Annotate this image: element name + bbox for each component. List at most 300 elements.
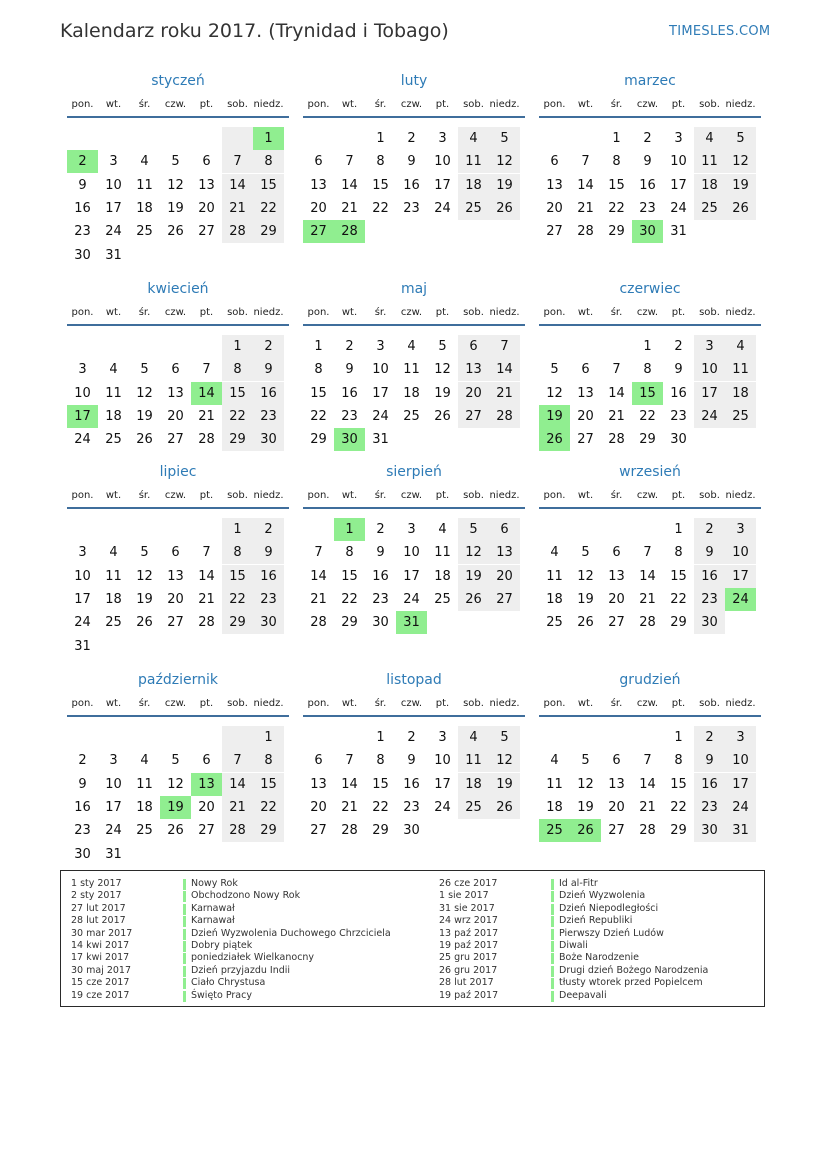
weekday-header: niedz. <box>725 490 756 501</box>
day-cell: 11 <box>136 776 153 792</box>
holiday-name: Obchodzono Nowy Rok <box>191 890 301 902</box>
holiday-date: 14 kwi 2017 <box>71 940 130 951</box>
holiday-day: 1 <box>253 127 284 150</box>
day-cell: 23 <box>253 405 284 428</box>
day-cell: 17 <box>372 385 389 401</box>
day-cell: 24 <box>74 432 91 448</box>
day-cell: 27 <box>608 823 625 839</box>
day-cell: 21 <box>639 799 656 815</box>
day-cell: 25 <box>105 615 122 631</box>
day-cell: 16 <box>694 565 725 588</box>
day-cell: 9 <box>407 753 416 769</box>
day-cell: 16 <box>74 799 91 815</box>
day-cell: 24 <box>372 408 389 424</box>
month-name: październik <box>138 672 218 688</box>
weekday-header: wt. <box>341 307 358 318</box>
holiday-name: Święto Pracy <box>191 989 252 1001</box>
day-cell: 5 <box>550 362 559 378</box>
day-cell: 17 <box>694 382 725 405</box>
day-cell: 31 <box>372 432 389 448</box>
day-cell: 24 <box>670 200 687 216</box>
weekday-header: śr. <box>138 307 151 318</box>
holiday-day: 24 <box>725 588 756 611</box>
day-cell: 18 <box>546 799 563 815</box>
holiday-date: 30 mar 2017 <box>71 927 133 939</box>
header-rule <box>539 324 761 326</box>
holiday-name: tłusty wtorek przed Popielcem <box>559 977 703 989</box>
weekday-header: pon. <box>71 698 94 709</box>
day-cell: 25 <box>458 197 489 220</box>
day-cell: 14 <box>222 773 253 796</box>
holiday-marker <box>551 941 554 952</box>
day-cell: 15 <box>222 382 253 405</box>
holiday-day: 19 <box>539 405 570 428</box>
day-cell: 22 <box>670 799 687 815</box>
day-cell: 20 <box>489 565 520 588</box>
day-cell: 5 <box>171 753 180 769</box>
day-cell: 20 <box>608 591 625 607</box>
day-cell: 22 <box>341 591 358 607</box>
day-cell: 25 <box>458 796 489 819</box>
holiday-date: 25 gru 2017 <box>439 952 498 964</box>
day-cell: 13 <box>310 177 327 193</box>
holiday-day: 14 <box>191 382 222 405</box>
day-cell: 5 <box>489 127 520 150</box>
day-cell: 7 <box>345 154 354 170</box>
day-cell: 2 <box>694 726 725 749</box>
day-cell: 1 <box>222 518 253 541</box>
holiday-name: Id al-Fitr <box>559 878 598 889</box>
holiday-date: 26 cze 2017 <box>439 878 498 889</box>
weekday-header: śr. <box>138 490 151 501</box>
weekday-header: niedz. <box>489 698 520 709</box>
day-cell: 1 <box>222 335 253 358</box>
day-cell: 6 <box>202 154 211 170</box>
day-cell: 23 <box>372 591 389 607</box>
day-cell: 13 <box>167 568 184 584</box>
weekday-header: pon. <box>307 490 330 501</box>
day-cell: 14 <box>577 177 594 193</box>
weekday-header: wt. <box>577 99 594 110</box>
day-cell: 25 <box>725 405 756 428</box>
day-cell: 14 <box>489 358 520 381</box>
day-cell: 14 <box>198 568 215 584</box>
day-cell: 11 <box>546 776 563 792</box>
day-cell: 18 <box>458 174 489 197</box>
day-cell: 8 <box>253 150 284 173</box>
day-cell: 13 <box>198 177 215 193</box>
day-cell: 4 <box>458 127 489 150</box>
weekday-header: niedz. <box>489 490 520 501</box>
day-cell: 3 <box>109 753 118 769</box>
day-cell: 6 <box>171 362 180 378</box>
holiday-name: Boże Narodzenie <box>559 952 639 964</box>
day-cell: 7 <box>314 545 323 561</box>
weekday-header: pt. <box>671 698 686 709</box>
weekday-header: sob. <box>463 698 484 709</box>
day-cell: 13 <box>608 568 625 584</box>
day-cell: 12 <box>458 541 489 564</box>
holiday-day: 13 <box>191 773 222 796</box>
day-cell: 25 <box>136 823 153 839</box>
day-cell: 8 <box>222 358 253 381</box>
holiday-marker <box>551 953 554 964</box>
day-cell: 28 <box>489 405 520 428</box>
day-cell: 5 <box>489 726 520 749</box>
day-cell: 27 <box>167 615 184 631</box>
day-cell: 22 <box>608 200 625 216</box>
day-cell: 4 <box>550 545 559 561</box>
holiday-marker <box>551 929 554 940</box>
holiday-date: 19 cze 2017 <box>71 989 130 1001</box>
day-cell: 31 <box>74 638 91 654</box>
weekday-header: sob. <box>463 307 484 318</box>
site-link[interactable]: TIMESLES.COM <box>669 24 771 39</box>
day-cell: 10 <box>434 753 451 769</box>
day-cell: 25 <box>546 615 563 631</box>
day-cell: 27 <box>198 224 215 240</box>
day-cell: 14 <box>341 177 358 193</box>
day-cell: 12 <box>434 362 451 378</box>
holiday-name: Dzień Wyzwolenia <box>559 890 646 902</box>
weekday-header: czw. <box>400 99 423 110</box>
weekday-header: niedz. <box>253 490 284 501</box>
header-rule <box>303 507 525 509</box>
day-cell: 22 <box>253 197 284 220</box>
weekday-header: śr. <box>610 307 623 318</box>
weekday-header: pon. <box>71 99 94 110</box>
holiday-name: Dzień Niepodległości <box>559 902 659 914</box>
weekday-header: niedz. <box>489 307 520 318</box>
weekday-header: niedz. <box>253 307 284 318</box>
day-cell: 26 <box>458 588 489 611</box>
day-cell: 24 <box>434 200 451 216</box>
day-cell: 2 <box>376 522 385 537</box>
day-cell: 12 <box>167 776 184 792</box>
day-cell: 22 <box>639 408 656 424</box>
holiday-date: 2 sty 2017 <box>71 890 122 902</box>
day-cell: 7 <box>643 753 652 769</box>
day-cell: 22 <box>670 591 687 607</box>
day-cell: 7 <box>202 545 211 561</box>
day-cell: 2 <box>694 518 725 541</box>
holiday-marker <box>183 891 186 902</box>
day-cell: 7 <box>581 154 590 170</box>
day-cell: 16 <box>639 177 656 193</box>
day-cell: 1 <box>674 522 683 537</box>
day-cell: 25 <box>136 224 153 240</box>
holiday-date: 30 maj 2017 <box>71 964 132 976</box>
weekday-header: pon. <box>71 307 94 318</box>
holiday-marker <box>183 978 186 989</box>
day-cell: 18 <box>725 382 756 405</box>
holiday-name: Ciało Chrystusa <box>191 977 266 989</box>
day-cell: 9 <box>694 541 725 564</box>
day-cell: 8 <box>643 362 652 378</box>
day-cell: 18 <box>458 773 489 796</box>
day-cell: 26 <box>136 432 153 448</box>
day-cell: 10 <box>725 749 756 772</box>
header-rule <box>67 715 289 717</box>
day-cell: 19 <box>577 591 594 607</box>
header-rule <box>303 324 525 326</box>
day-cell: 30 <box>253 428 284 451</box>
day-cell: 18 <box>136 799 153 815</box>
day-cell: 30 <box>372 615 389 631</box>
day-cell: 22 <box>310 408 327 424</box>
day-cell: 17 <box>434 776 451 792</box>
day-cell: 6 <box>458 335 489 358</box>
holiday-date: 1 sie 2017 <box>439 890 489 902</box>
day-cell: 9 <box>78 177 87 193</box>
weekday-header: czw. <box>636 307 659 318</box>
day-cell: 16 <box>372 568 389 584</box>
weekday-header: wt. <box>105 99 122 110</box>
header-rule <box>539 715 761 717</box>
day-cell: 29 <box>253 220 284 243</box>
day-cell: 2 <box>407 131 416 146</box>
day-cell: 28 <box>222 819 253 842</box>
day-cell: 23 <box>341 408 358 424</box>
day-cell: 6 <box>550 154 559 170</box>
weekday-header: wt. <box>577 698 594 709</box>
day-cell: 11 <box>403 362 420 378</box>
day-cell: 6 <box>612 545 621 561</box>
day-cell: 20 <box>198 799 215 815</box>
weekday-header: czw. <box>400 307 423 318</box>
holiday-date: 31 sie 2017 <box>439 902 495 914</box>
day-cell: 5 <box>581 545 590 561</box>
day-cell: 24 <box>725 796 756 819</box>
day-cell: 3 <box>725 726 756 749</box>
day-cell: 20 <box>167 408 184 424</box>
weekday-header: sob. <box>463 99 484 110</box>
weekday-header: sob. <box>699 307 720 318</box>
weekday-header: pt. <box>199 99 214 110</box>
holiday-date: 24 wrz 2017 <box>439 915 498 927</box>
weekday-header: wt. <box>341 698 358 709</box>
day-cell: 28 <box>639 615 656 631</box>
day-cell: 2 <box>253 518 284 541</box>
weekday-header: śr. <box>374 307 387 318</box>
day-cell: 12 <box>577 568 594 584</box>
day-cell: 7 <box>202 362 211 378</box>
day-cell: 10 <box>434 154 451 170</box>
day-cell: 29 <box>670 615 687 631</box>
weekday-header: pon. <box>307 99 330 110</box>
day-cell: 20 <box>198 200 215 216</box>
weekday-header: śr. <box>610 490 623 501</box>
weekday-header: sob. <box>227 698 248 709</box>
holiday-marker <box>183 966 186 977</box>
holiday-legend <box>60 870 765 1007</box>
holiday-name: Dobry piątek <box>191 940 253 951</box>
weekday-header: pon. <box>543 307 566 318</box>
holiday-name: Dzień Wyzwolenia Duchowego Chrzciciela <box>191 927 391 939</box>
day-cell: 20 <box>310 200 327 216</box>
day-cell: 12 <box>136 568 153 584</box>
day-cell: 10 <box>74 568 91 584</box>
day-cell: 7 <box>222 150 253 173</box>
weekday-header: śr. <box>610 99 623 110</box>
day-cell: 5 <box>140 362 149 378</box>
holiday-marker <box>551 916 554 927</box>
weekday-header: czw. <box>164 99 187 110</box>
weekday-header: sob. <box>699 698 720 709</box>
day-cell: 2 <box>78 753 87 769</box>
day-cell: 28 <box>222 220 253 243</box>
weekday-header: niedz. <box>725 698 756 709</box>
holiday-marker <box>183 904 186 915</box>
holiday-name: Nowy Rok <box>191 878 238 889</box>
weekday-header: czw. <box>164 307 187 318</box>
day-cell: 10 <box>372 362 389 378</box>
day-cell: 20 <box>546 200 563 216</box>
day-cell: 14 <box>341 776 358 792</box>
day-cell: 4 <box>407 339 416 354</box>
weekday-header: wt. <box>105 490 122 501</box>
day-cell: 15 <box>253 773 284 796</box>
day-cell: 19 <box>577 799 594 815</box>
day-cell: 30 <box>403 823 420 839</box>
day-cell: 5 <box>140 545 149 561</box>
day-cell: 30 <box>253 611 284 634</box>
day-cell: 11 <box>458 150 489 173</box>
weekday-header: wt. <box>105 307 122 318</box>
day-cell: 28 <box>608 432 625 448</box>
holiday-marker <box>551 891 554 902</box>
day-cell: 4 <box>458 726 489 749</box>
holiday-date: 26 gru 2017 <box>439 964 498 976</box>
day-cell: 4 <box>140 753 149 769</box>
weekday-header: sob. <box>227 490 248 501</box>
holiday-date: 27 lut 2017 <box>71 902 126 914</box>
day-cell: 8 <box>674 545 683 561</box>
day-cell: 27 <box>489 588 520 611</box>
day-cell: 9 <box>407 154 416 170</box>
day-cell: 3 <box>407 522 416 537</box>
day-cell: 8 <box>314 362 323 378</box>
day-cell: 28 <box>639 823 656 839</box>
day-cell: 10 <box>403 545 420 561</box>
day-cell: 23 <box>403 799 420 815</box>
day-cell: 18 <box>136 200 153 216</box>
day-cell: 17 <box>403 568 420 584</box>
day-cell: 26 <box>725 197 756 220</box>
day-cell: 25 <box>434 591 451 607</box>
weekday-header: czw. <box>164 698 187 709</box>
day-cell: 6 <box>612 753 621 769</box>
day-cell: 14 <box>639 568 656 584</box>
day-cell: 13 <box>608 776 625 792</box>
holiday-day: 19 <box>160 796 191 819</box>
holiday-day: 2 <box>67 150 98 173</box>
month-name: maj <box>400 281 428 297</box>
day-cell: 31 <box>725 819 756 842</box>
holiday-marker <box>551 879 554 890</box>
holiday-day: 31 <box>396 611 427 634</box>
day-cell: 4 <box>550 753 559 769</box>
day-cell: 23 <box>639 200 656 216</box>
day-cell: 7 <box>489 335 520 358</box>
day-cell: 21 <box>310 591 327 607</box>
day-cell: 17 <box>434 177 451 193</box>
weekday-header: pt. <box>435 307 450 318</box>
day-cell: 19 <box>136 408 153 424</box>
weekday-header: czw. <box>636 99 659 110</box>
day-cell: 15 <box>670 568 687 584</box>
day-cell: 9 <box>345 362 354 378</box>
day-cell: 28 <box>341 823 358 839</box>
day-cell: 26 <box>136 615 153 631</box>
day-cell: 11 <box>458 749 489 772</box>
day-cell: 1 <box>376 730 385 745</box>
day-cell: 9 <box>376 545 385 561</box>
day-cell: 4 <box>109 545 118 561</box>
day-cell: 24 <box>105 224 122 240</box>
weekday-header: pt. <box>435 490 450 501</box>
month-name: marzec <box>624 73 676 89</box>
page-title: Kalendarz roku 2017. (Trynidad i Tobago) <box>60 20 449 42</box>
day-cell: 9 <box>643 154 652 170</box>
day-cell: 23 <box>670 408 687 424</box>
day-cell: 10 <box>725 541 756 564</box>
day-cell: 3 <box>376 339 385 354</box>
day-cell: 14 <box>222 174 253 197</box>
day-cell: 7 <box>345 753 354 769</box>
day-cell: 27 <box>458 405 489 428</box>
weekday-header: sob. <box>699 99 720 110</box>
day-cell: 15 <box>670 776 687 792</box>
header-rule <box>303 715 525 717</box>
day-cell: 18 <box>694 174 725 197</box>
holiday-date: 28 lut 2017 <box>71 915 126 927</box>
weekend-blank <box>222 726 253 749</box>
day-cell: 4 <box>140 154 149 170</box>
day-cell: 5 <box>581 753 590 769</box>
day-cell: 15 <box>372 776 389 792</box>
month-name: czerwiec <box>619 281 681 297</box>
day-cell: 12 <box>577 776 594 792</box>
day-cell: 11 <box>546 568 563 584</box>
weekday-header: czw. <box>400 698 423 709</box>
day-cell: 18 <box>105 591 122 607</box>
day-cell: 11 <box>725 358 756 381</box>
day-cell: 27 <box>310 823 327 839</box>
weekday-header: wt. <box>341 490 358 501</box>
day-cell: 13 <box>577 385 594 401</box>
day-cell: 9 <box>674 362 683 378</box>
day-cell: 15 <box>341 568 358 584</box>
day-cell: 7 <box>643 545 652 561</box>
day-cell: 16 <box>74 200 91 216</box>
day-cell: 28 <box>198 432 215 448</box>
day-cell: 10 <box>74 385 91 401</box>
holiday-day: 28 <box>334 220 365 243</box>
day-cell: 21 <box>341 799 358 815</box>
day-cell: 17 <box>105 200 122 216</box>
day-cell: 6 <box>202 753 211 769</box>
day-cell: 1 <box>314 339 323 354</box>
day-cell: 20 <box>167 591 184 607</box>
holiday-day: 15 <box>632 382 663 405</box>
day-cell: 2 <box>674 339 683 354</box>
day-cell: 15 <box>253 174 284 197</box>
day-cell: 12 <box>725 150 756 173</box>
day-cell: 23 <box>694 796 725 819</box>
weekday-header: pon. <box>543 490 566 501</box>
day-cell: 6 <box>314 154 323 170</box>
